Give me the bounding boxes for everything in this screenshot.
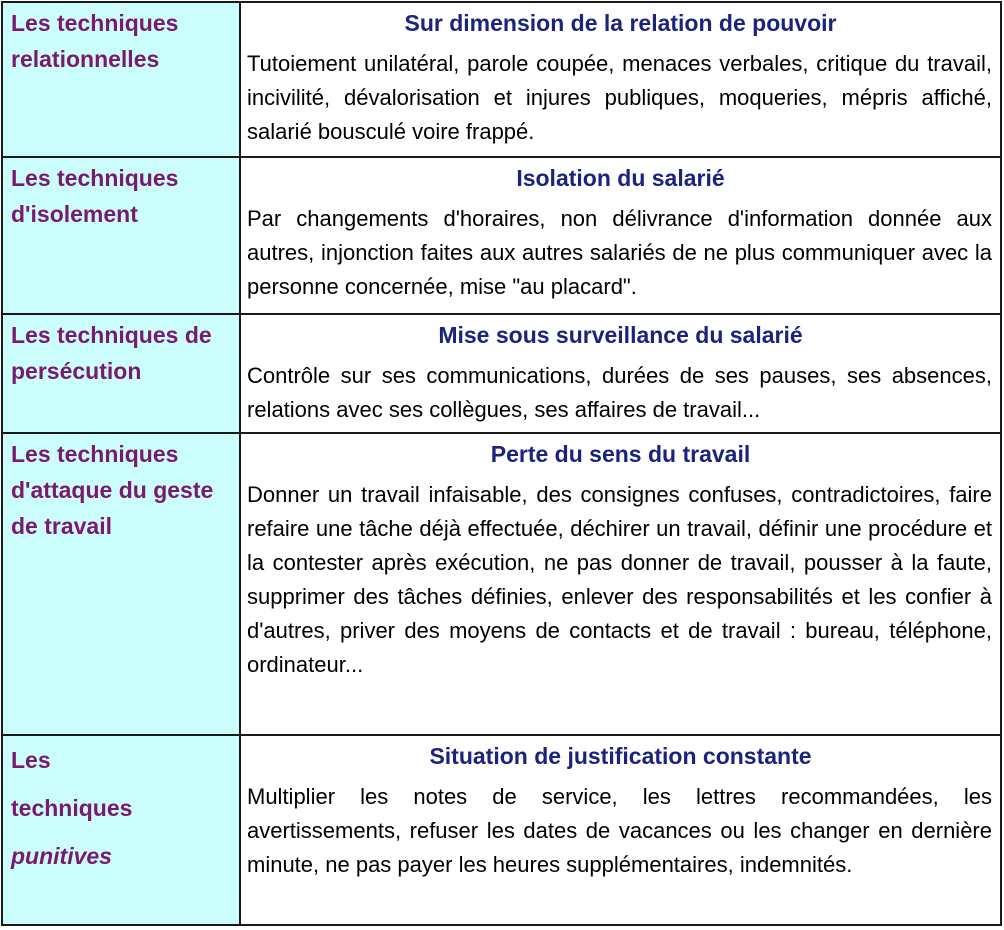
table-row — [2, 2, 1001, 157]
description-text: Par changements d'horaires, non délivrance d'information donnée aux autres, injonction faites aux autres salariés de ne plus communiquer avec la personne concernée, mise "au placard". — [247, 206, 992, 299]
category-label — [3, 736, 239, 880]
description-title: Sur dimension de la relation de pouvoir — [404, 10, 837, 36]
category-label-line: Les — [11, 747, 51, 773]
table-row — [2, 157, 1001, 314]
category-label: Les techniques relationnelles — [11, 10, 179, 72]
description-text: Tutoiement unilatéral, parole coupée, menaces verbales, critique du travail, incivilité, dévalorisation et injures publiques, moqueries, mépris affiché, salarié bousculé voire frappé. — [247, 51, 992, 144]
description-cell — [240, 735, 1001, 925]
harassment-techniques-table — [1, 1, 1002, 926]
description-title: Isolation du salarié — [516, 165, 725, 191]
description-title: Situation de justification constante — [429, 743, 812, 769]
description-text: Multiplier les notes de service, les lettres recommandées, les avertissements, refuser les dates de vacances ou les changer en dernière minute, ne pas payer les heures supplémentaires, indemnités. — [247, 784, 992, 877]
category-cell — [2, 2, 240, 157]
description-cell — [240, 2, 1001, 157]
category-label: Les techniques d'isolement — [11, 165, 179, 227]
category-label-line-emphasis: punitives — [11, 843, 112, 869]
description-text: Donner un travail infaisable, des consignes confuses, contradictoires, faire refaire une tâche déjà effectuée, déchirer un travail, définir une procédure et la contester après exécution, ne pas donner de travail, pousser à la faute, supprimer des tâches définies, enlever des responsabilités et les confier à d'autres, priver des moyens de contacts et de travail : bureau, téléphone, ordinateur... — [247, 482, 992, 677]
category-cell — [2, 735, 240, 925]
category-label-line: techniques — [11, 795, 133, 821]
category-label: Les techniques d'attaque du geste de travail — [11, 441, 214, 539]
table-row — [2, 735, 1001, 925]
category-cell — [2, 157, 240, 314]
category-cell — [2, 433, 240, 735]
table-row — [2, 314, 1001, 433]
category-cell — [2, 314, 240, 433]
description-cell — [240, 433, 1001, 735]
description-cell — [240, 157, 1001, 314]
table-row — [2, 433, 1001, 735]
description-text: Contrôle sur ses communications, durées de ses pauses, ses absences, relations avec ses collègues, ses affaires de travail... — [247, 363, 992, 422]
description-cell — [240, 314, 1001, 433]
category-label: Les techniques de persécution — [11, 322, 212, 384]
description-title: Perte du sens du travail — [490, 441, 751, 467]
description-title: Mise sous surveillance du salarié — [438, 322, 803, 348]
